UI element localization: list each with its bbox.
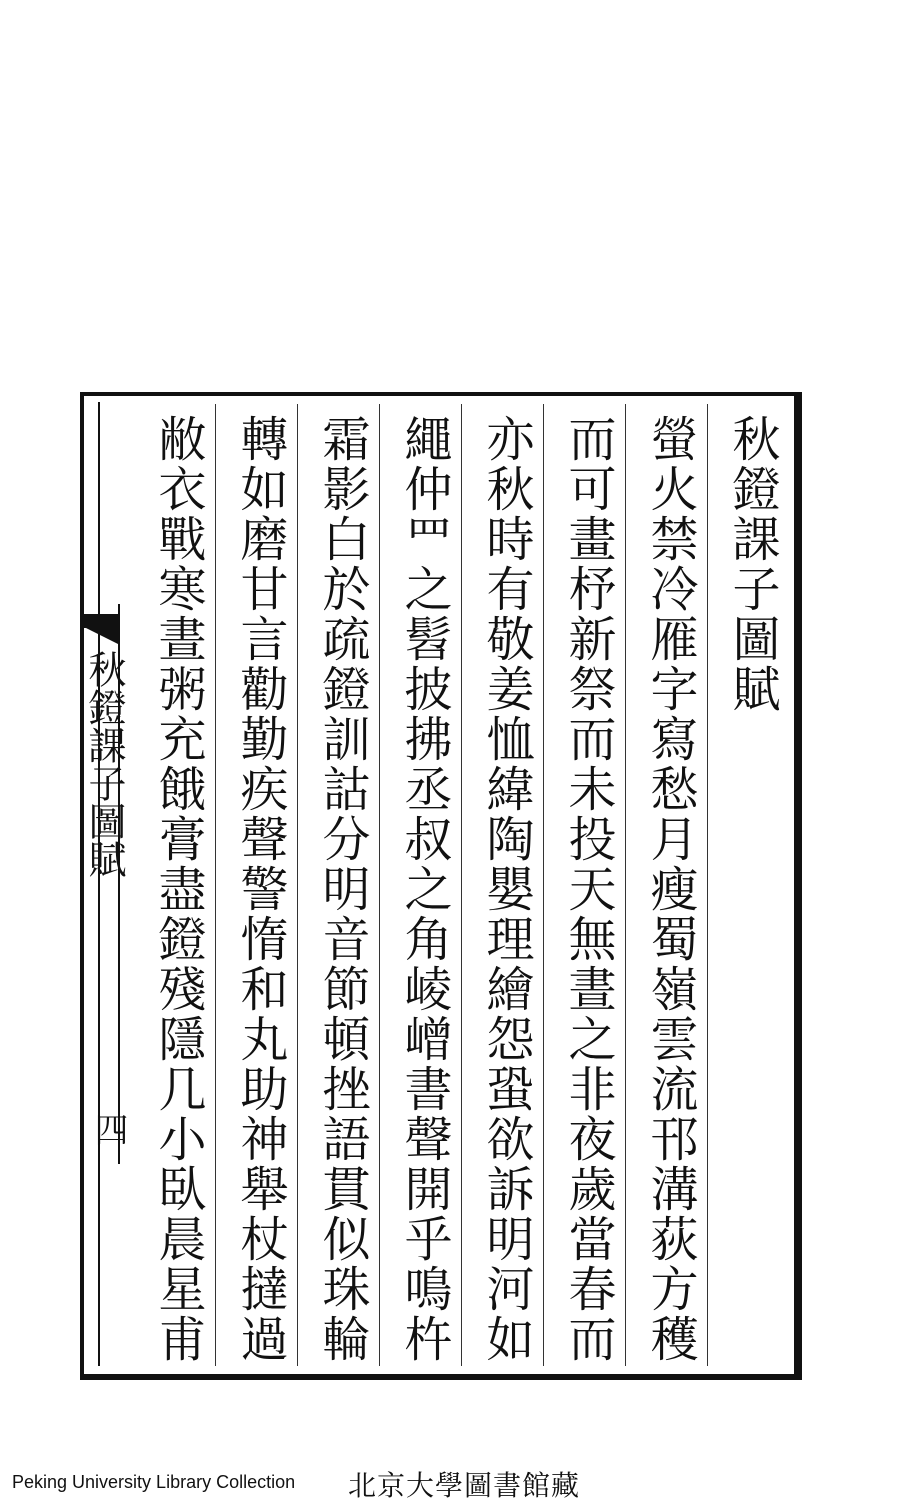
fish-tail-mark	[80, 614, 118, 644]
text-column-6: 轉如磨甘言勸勤疾聲警惰和丸助神舉杖撻過	[232, 414, 288, 1364]
page-frame	[80, 392, 802, 1380]
text-column-5: 霜影白於疏鐙訓詁分明音節頓挫語貫似珠輪	[314, 414, 370, 1364]
text-column-3: 亦秋時有敬姜恤緯陶嬰理繪怨蛩欲訴明河如	[478, 414, 534, 1364]
footer-collection-en: Peking University Library Collection	[12, 1472, 296, 1492]
text-column-7: 敝衣戰寒晝粥充餓膏盡鐙殘隱几小臥晨星甫	[150, 414, 206, 1364]
text-column-1: 螢火禁冷雁字寫愁月瘦蜀嶺雲流邗溝荻方穫	[642, 414, 698, 1364]
text-column-4: 繩仲罒之髫披拂丞叔之角崚嶒書聲開乎鳴杵	[396, 414, 452, 1364]
margin-title: 秋鐙課子圖賦	[82, 650, 126, 878]
footer-collection-zh: 北京大學圖書館藏	[348, 1469, 581, 1502]
inner-border-rule	[98, 402, 100, 1366]
text-title: 秋鐙課子圖賦	[724, 414, 780, 714]
margin-page-number: 四	[88, 1112, 128, 1146]
text-column-2: 而可畫杼新祭而未投天無晝之非夜歲當春而	[560, 414, 616, 1364]
